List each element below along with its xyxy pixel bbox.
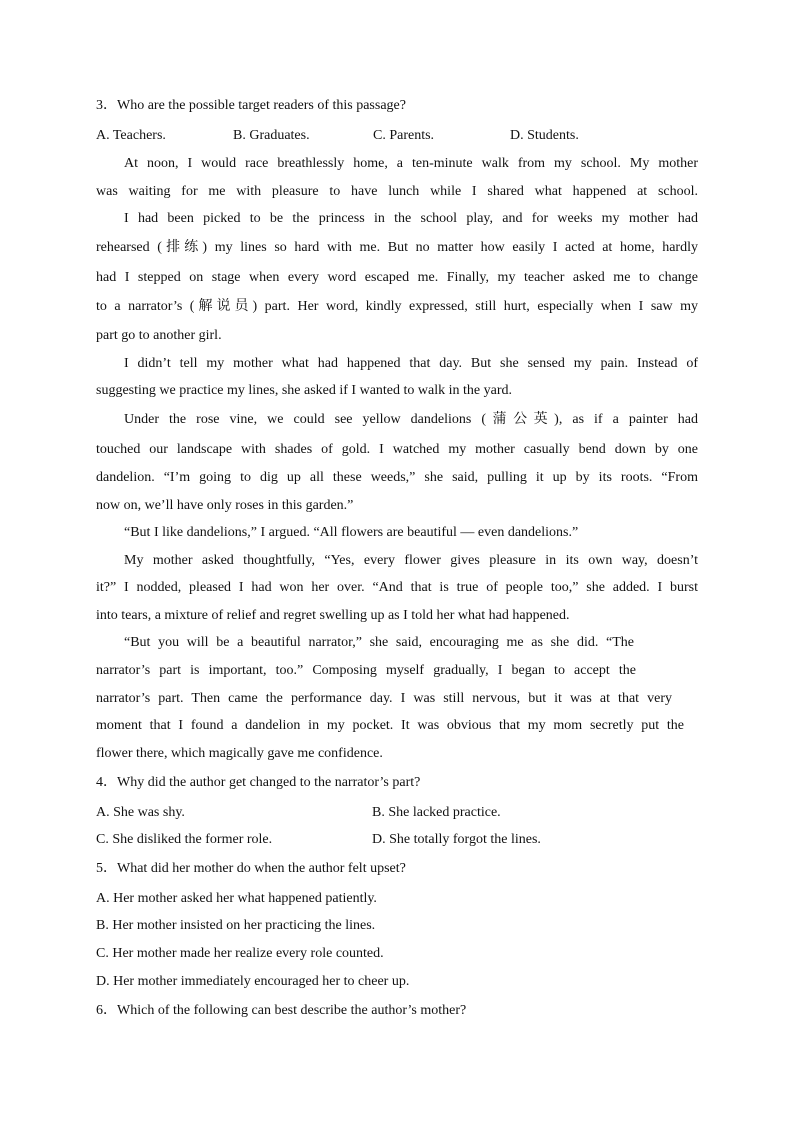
- passage-line: was waiting for me with pleasure to have lunch while I shared what happened at school.: [96, 184, 698, 199]
- question-5-option-a: A. Her mother asked her what happened patiently.: [96, 891, 377, 906]
- question-3-option-a: A. Teachers.: [96, 128, 166, 143]
- passage-line: into tears, a mixture of relief and regret swelling up as I told her what had happened.: [96, 608, 570, 623]
- passage-line: to a narrator’s (解说员) part. Her word, kindly expressed, still hurt, especially when I saw my: [96, 299, 698, 314]
- passage-line: moment that I found a dandelion in my pocket. It was obvious that my mom secretly put the: [96, 718, 684, 733]
- passage-line: flower there, which magically gave me confidence.: [96, 746, 383, 761]
- question-4-option-b: B. She lacked practice.: [372, 805, 501, 820]
- passage-line: part go to another girl.: [96, 328, 222, 343]
- question-4-stem: 4．Why did the author get changed to the narrator’s part?: [96, 775, 421, 790]
- passage-line: I didn’t tell my mother what had happened that day. But she sensed my pain. Instead of: [124, 356, 698, 371]
- question-6-stem: 6．Which of the following can best describe the author’s mother?: [96, 1003, 467, 1018]
- question-5-option-c: C. Her mother made her realize every role counted.: [96, 946, 384, 961]
- passage-line: rehearsed (排练) my lines so hard with me. But no matter how easily I acted at home, hardly: [96, 240, 698, 255]
- passage-line: had I stepped on stage when every word escaped me. Finally, my teacher asked me to change: [96, 270, 698, 285]
- passage-line: I had been picked to be the princess in the school play, and for weeks my mother had: [124, 211, 698, 226]
- question-5-stem: 5．What did her mother do when the author felt upset?: [96, 861, 406, 876]
- passage-line: narrator’s part is important, too.” Composing myself gradually, I began to accept the: [96, 663, 636, 678]
- passage-line: “But I like dandelions,” I argued. “All flowers are beautiful — even dandelions.”: [124, 525, 579, 540]
- passage-line: narrator’s part. Then came the performance day. I was still nervous, but it was at that very: [96, 691, 672, 706]
- passage-line: Under the rose vine, we could see yellow dandelions (蒲公英), as if a painter had: [124, 412, 698, 427]
- question-5-option-b: B. Her mother insisted on her practicing the lines.: [96, 918, 376, 933]
- passage-line: now on, we’ll have only roses in this garden.”: [96, 498, 354, 513]
- question-3-option-b: B. Graduates.: [233, 128, 310, 143]
- passage-line: At noon, I would race breathlessly home, a ten-minute walk from my school. My mother: [124, 156, 698, 171]
- passage-line: dandelion. “I’m going to dig up all these weeds,” she said, pulling it up by its roots. “From: [96, 470, 698, 485]
- question-4-option-d: D. She totally forgot the lines.: [372, 832, 541, 847]
- passage-line: “But you will be a beautiful narrator,” she said, encouraging me as she did. “The: [124, 635, 634, 650]
- question-4-option-a: A. She was shy.: [96, 805, 185, 820]
- question-3-stem: 3．Who are the possible target readers of this passage?: [96, 98, 406, 113]
- passage-line: My mother asked thoughtfully, “Yes, every flower gives pleasure in its own way, doesn’t: [124, 553, 698, 568]
- passage-line: touched our landscape with shades of gold. I watched my mother casually bend down by one: [96, 442, 698, 457]
- question-5-option-d: D. Her mother immediately encouraged her to cheer up.: [96, 974, 410, 989]
- passage-line: suggesting we practice my lines, she asked if I wanted to walk in the yard.: [96, 383, 512, 398]
- question-4-option-c: C. She disliked the former role.: [96, 832, 273, 847]
- question-3-option-d: D. Students.: [510, 128, 579, 143]
- question-3-option-c: C. Parents.: [373, 128, 435, 143]
- passage-line: it?” I nodded, pleased I had won her over. “And that is true of people too,” she added. I burst: [96, 580, 698, 595]
